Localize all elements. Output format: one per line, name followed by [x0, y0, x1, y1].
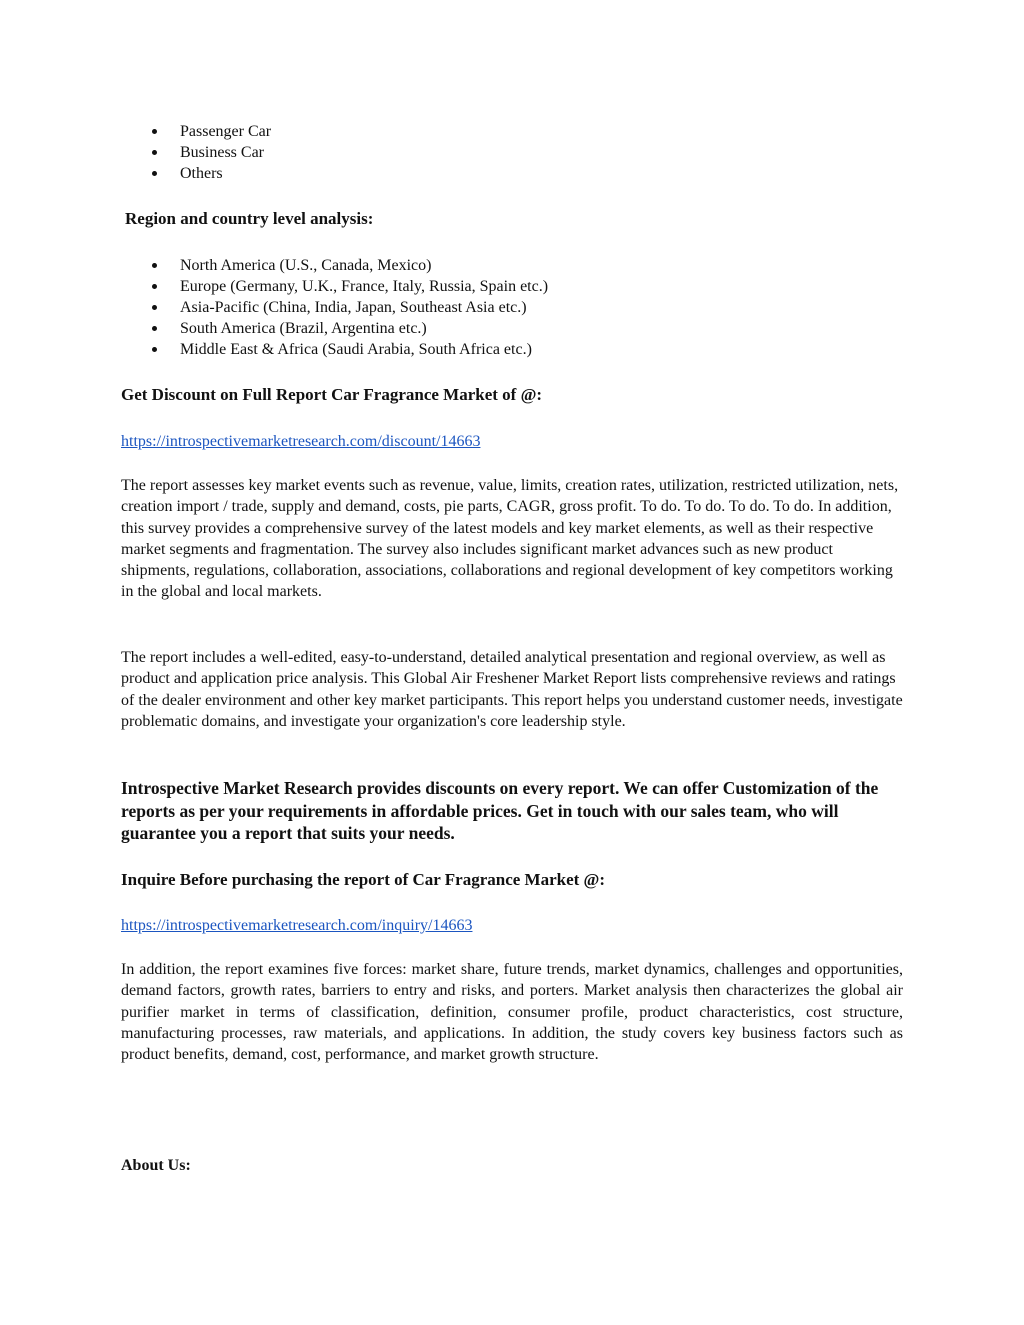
bullet-icon	[152, 171, 157, 176]
vehicle-type-list	[152, 121, 912, 184]
list-item	[152, 318, 912, 339]
bullet-icon	[152, 284, 157, 289]
discount-heading: Get Discount on Full Report Car Fragrance Market of @:	[121, 385, 543, 404]
report-overview-paragraph: The report includes a well-edited, easy-to-understand, detailed analytical presentation and regional overview, as well as product and application price analysis. This Global Air Freshener Market Report lists comprehensive reviews and ratings of the dealer environment and other key market participants. This report helps you understand customer needs, investigate problematic domains, and investigate your organization's core leadership style.	[121, 649, 903, 730]
five-forces-paragraph: In addition, the report examines five forces: market share, future trends, market dynamics, challenges and opportunities, demand factors, growth rates, barriers to entry and risks, and porters. Market analysis then characterizes the global air purifier market in terms of classification, definition, consumer profile, product characteristics, cost structure, manufacturing processes, raw materials, and applications. In addition, the study covers key business factors such as product benefits, demand, cost, performance, and market growth structure.	[121, 961, 903, 1064]
list-item-text: Europe (Germany, U.K., France, Italy, Russia, Spain etc.)	[180, 278, 549, 295]
bullet-icon	[152, 347, 157, 352]
bullet-icon	[152, 305, 157, 310]
report-events-paragraph: The report assesses key market events such as revenue, value, limits, creation rates, utilization, restricted utilization, nets, creation import / trade, supply and demand, costs, pie parts, CAGR, gross profit. To do. To do. To do. To do. In addition, this survey provides a comprehensive survey of the latest models and key market elements, as well as their respective market segments and fragmentation. The survey also includes significant market advances such as new product shipments, regulations, collaboration, associations, collaborations and regional development of key competitors working in the global and local markets.	[121, 477, 899, 601]
list-item	[152, 297, 912, 318]
list-item	[152, 142, 912, 163]
bullet-icon	[152, 150, 157, 155]
list-item	[152, 339, 912, 360]
list-item-text: North America (U.S., Canada, Mexico)	[180, 257, 432, 274]
bullet-icon	[152, 263, 157, 268]
bullet-icon	[152, 129, 157, 134]
bullet-icon	[152, 326, 157, 331]
inquire-heading: Inquire Before purchasing the report of Car Fragrance Market @:	[121, 870, 606, 889]
promo-text: Introspective Market Research provides discounts on every report. We can offer Customization of the reports as per your requirements in affordable prices. Get in touch with our sales team, who will guarantee you a report that suits your needs.	[121, 778, 879, 844]
inquiry-link[interactable]: https://introspectivemarketresearch.com/inquiry/14663	[121, 917, 473, 934]
list-item-text: Others	[180, 165, 223, 182]
list-item-text: Asia-Pacific (China, India, Japan, Southeast Asia etc.)	[180, 299, 527, 316]
list-item	[152, 163, 912, 184]
list-item	[152, 255, 912, 276]
discount-link[interactable]: https://introspectivemarketresearch.com/discount/14663	[121, 433, 481, 450]
list-item-text: Middle East & Africa (Saudi Arabia, South Africa etc.)	[180, 341, 532, 358]
region-heading: Region and country level analysis:	[125, 209, 374, 228]
list-item	[152, 121, 912, 142]
list-item	[152, 276, 912, 297]
list-item-text: Business Car	[180, 144, 264, 161]
list-item-text: South America (Brazil, Argentina etc.)	[180, 320, 427, 337]
region-list	[152, 255, 912, 360]
about-heading: About Us:	[121, 1157, 191, 1174]
list-item-text: Passenger Car	[180, 123, 272, 140]
